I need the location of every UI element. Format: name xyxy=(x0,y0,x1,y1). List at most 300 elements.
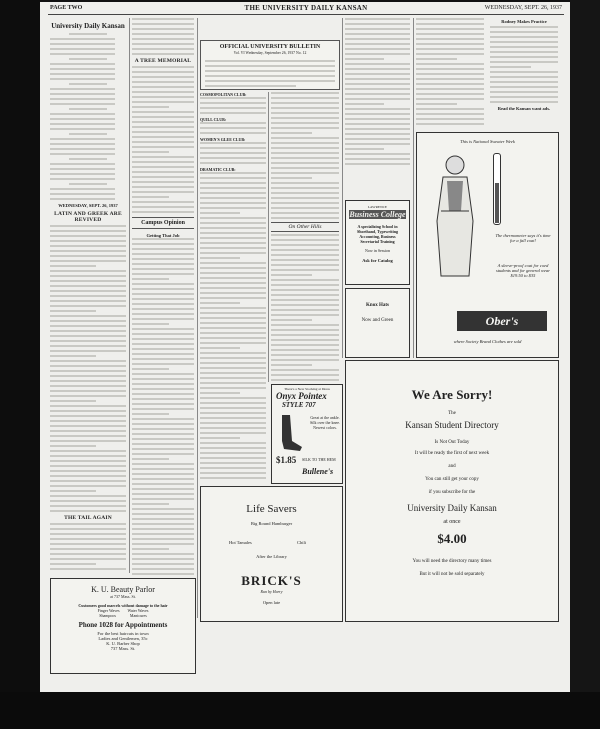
text-line xyxy=(132,126,194,128)
text-line xyxy=(132,438,194,440)
text-line xyxy=(132,66,194,68)
text-line xyxy=(200,302,240,304)
text-line xyxy=(490,66,531,68)
obers-tagline: where Society Brand Clothes are sold xyxy=(453,339,522,344)
knox-sub: Now and Green xyxy=(361,318,394,323)
staff-line xyxy=(50,143,115,145)
text-line xyxy=(50,300,126,302)
text-line xyxy=(50,480,126,482)
text-line xyxy=(200,362,266,364)
text-line xyxy=(50,415,126,417)
text-line xyxy=(490,41,558,43)
text-line xyxy=(50,280,126,282)
text-line xyxy=(200,352,266,354)
text-line xyxy=(271,162,339,164)
beauty-line: K. U. Barber Shop xyxy=(106,641,140,646)
text-line xyxy=(132,288,194,290)
text-line xyxy=(132,176,194,178)
onyx-price-sub: SILK TO THE HEM xyxy=(302,457,336,462)
bulletin-item: COSMOPOLITAN CLUB: xyxy=(200,92,247,97)
text-line xyxy=(271,304,339,306)
text-line xyxy=(271,207,339,209)
text-line xyxy=(200,157,266,159)
text-line xyxy=(345,88,410,90)
text-line xyxy=(200,412,266,414)
lifesavers-title: Life Savers xyxy=(246,503,297,515)
date-line: WEDNESDAY, SEPT. 26, 1937 xyxy=(58,203,118,208)
text-line xyxy=(132,33,194,35)
text-line xyxy=(200,207,266,209)
text-line xyxy=(50,295,126,297)
ad-top-line: LAWRENCE xyxy=(367,205,388,209)
text-line xyxy=(132,398,194,400)
text-line xyxy=(132,308,194,310)
text-line xyxy=(132,28,194,30)
text-line xyxy=(132,503,169,505)
text-line xyxy=(345,128,410,130)
text-line xyxy=(345,118,410,120)
ad-line: Now in Session xyxy=(364,248,391,253)
editorial-body-2 xyxy=(50,523,126,573)
text-line xyxy=(132,373,194,375)
text-line xyxy=(490,51,558,53)
staff-line xyxy=(50,113,115,115)
text-line xyxy=(416,78,484,80)
text-line xyxy=(490,61,558,63)
text-line xyxy=(132,106,169,108)
text-line xyxy=(345,108,410,110)
text-line xyxy=(200,462,266,464)
text-line xyxy=(200,457,266,459)
bulletin-item: DRAMATIC CLUB: xyxy=(200,167,236,172)
text-line xyxy=(50,360,126,362)
ad-line: A specializing School in xyxy=(357,224,398,229)
text-line xyxy=(416,28,484,30)
text-line xyxy=(345,28,410,30)
text-line xyxy=(200,467,266,469)
text-line xyxy=(200,342,266,344)
text-line xyxy=(271,349,339,351)
text-line xyxy=(50,235,126,237)
text-line xyxy=(50,538,126,540)
staff-line xyxy=(50,188,115,190)
text-line xyxy=(132,313,194,315)
page-number: PAGE TWO xyxy=(50,5,83,11)
text-line xyxy=(50,475,126,477)
left-column xyxy=(50,18,126,573)
thermometer-icon xyxy=(493,153,501,225)
staff-line xyxy=(50,128,115,130)
text-line xyxy=(416,53,484,55)
right-col-article-2 xyxy=(490,18,558,111)
staff-line xyxy=(69,33,107,35)
text-line xyxy=(345,148,384,150)
sorry-at-once: at once xyxy=(443,519,461,525)
text-line xyxy=(200,257,240,259)
staff-line xyxy=(50,138,115,140)
staff-line xyxy=(50,198,115,200)
text-line xyxy=(50,500,126,502)
hills-header xyxy=(271,222,339,232)
text-line xyxy=(345,33,410,35)
text-line xyxy=(132,101,194,103)
text-line xyxy=(50,335,126,337)
text-line xyxy=(132,38,194,40)
text-line xyxy=(271,284,339,286)
want-ads-line: Read the Kansan want ads. xyxy=(497,106,551,111)
text-line xyxy=(50,275,126,277)
text-line xyxy=(200,287,266,289)
text-line xyxy=(345,78,410,80)
text-line xyxy=(271,254,339,256)
right-col-article xyxy=(416,18,484,128)
text-line xyxy=(132,201,194,203)
text-line xyxy=(50,465,126,467)
beauty-line: Shampoos Manicures xyxy=(99,613,147,618)
text-line xyxy=(200,152,266,154)
text-line xyxy=(345,138,410,140)
text-line xyxy=(132,238,194,240)
text-line xyxy=(132,418,194,420)
text-line xyxy=(132,553,194,555)
text-line xyxy=(50,315,126,317)
text-line xyxy=(271,269,339,271)
text-line xyxy=(50,553,126,555)
editorial-title-2: THE TAIL AGAIN xyxy=(64,515,112,521)
text-line xyxy=(271,92,339,94)
text-line xyxy=(50,325,126,327)
staff-line xyxy=(69,83,107,85)
text-line xyxy=(200,172,266,174)
text-line xyxy=(345,18,410,20)
text-line xyxy=(200,282,266,284)
staff-line xyxy=(50,148,115,150)
text-line xyxy=(271,107,339,109)
text-line xyxy=(132,543,194,545)
text-line xyxy=(132,568,194,570)
text-line xyxy=(50,290,126,292)
text-line xyxy=(132,433,194,435)
text-line xyxy=(416,123,484,125)
text-line xyxy=(50,225,126,227)
page-edge-right xyxy=(570,0,600,729)
text-line xyxy=(271,187,339,189)
bulletin-item-body xyxy=(200,97,266,114)
text-line xyxy=(416,88,484,90)
text-line xyxy=(345,68,410,70)
text-line xyxy=(271,202,339,204)
text-line xyxy=(200,427,266,429)
text-line xyxy=(200,162,266,164)
article-body xyxy=(490,26,558,103)
text-line xyxy=(271,309,339,311)
text-line xyxy=(416,23,484,25)
practice-title: Rodney Makes Practice xyxy=(501,19,547,24)
text-line xyxy=(132,283,194,285)
text-line xyxy=(200,132,266,134)
text-line xyxy=(132,328,194,330)
text-line xyxy=(132,463,194,465)
text-line xyxy=(271,177,312,179)
text-line xyxy=(50,350,126,352)
sorry-line: Is Not Out Today xyxy=(434,440,470,445)
staff-listing xyxy=(50,33,126,200)
text-line xyxy=(200,442,266,444)
text-line xyxy=(132,76,194,78)
text-line xyxy=(271,359,339,361)
column-rule xyxy=(413,18,414,358)
text-line xyxy=(345,83,410,85)
beauty-address: at 737 Mass. St. xyxy=(110,594,136,599)
staff-line xyxy=(50,103,115,105)
text-line xyxy=(200,252,266,254)
text-line xyxy=(50,505,126,507)
text-line xyxy=(132,323,169,325)
text-line xyxy=(200,147,266,149)
obers-coats-text: A sleeve-proof coat for coed students and for general wear $19.50 to $35 xyxy=(496,263,550,278)
sorry-line: But it will not be sold separately xyxy=(419,572,485,577)
staff-line xyxy=(69,183,107,185)
text-line xyxy=(132,563,194,565)
text-line xyxy=(50,375,126,377)
ad-line: Ask for Catalog xyxy=(362,258,393,263)
text-line xyxy=(50,365,126,367)
text-line xyxy=(271,112,339,114)
beauty-phone: Phone 1028 for Appointments xyxy=(78,621,168,629)
text-line xyxy=(50,405,126,407)
text-line xyxy=(200,297,266,299)
text-line xyxy=(271,142,339,144)
text-line xyxy=(132,268,194,270)
text-line xyxy=(200,212,240,214)
text-line xyxy=(271,289,339,291)
staff-line xyxy=(50,168,115,170)
text-line xyxy=(132,171,194,173)
text-line xyxy=(132,483,194,485)
text-line xyxy=(200,317,266,319)
text-line xyxy=(416,108,484,110)
text-line xyxy=(271,294,339,296)
text-line xyxy=(271,249,339,251)
text-line xyxy=(271,334,339,336)
text-line xyxy=(132,413,169,415)
right-column xyxy=(416,18,559,130)
text-line xyxy=(132,71,194,73)
text-line xyxy=(200,182,266,184)
text-line xyxy=(50,245,126,247)
text-line xyxy=(132,303,194,305)
text-line xyxy=(132,353,194,355)
menu-item: Hot Tamales xyxy=(229,540,252,545)
staff-line xyxy=(69,108,107,110)
text-line xyxy=(132,318,194,320)
text-line xyxy=(416,43,484,45)
editorial-title: LATIN AND GREEK ARE REVIVED xyxy=(54,211,122,223)
text-line xyxy=(132,513,194,515)
text-line xyxy=(50,395,126,397)
bulletin-item-body xyxy=(200,122,266,134)
article-body xyxy=(416,18,484,125)
text-line xyxy=(271,364,312,366)
column-rule xyxy=(129,18,130,573)
text-line xyxy=(132,181,194,183)
text-line xyxy=(132,146,194,148)
text-line xyxy=(271,122,339,124)
text-line xyxy=(345,23,410,25)
text-line xyxy=(50,305,126,307)
text-line xyxy=(345,73,410,75)
text-line xyxy=(200,417,266,419)
sorry-the: The xyxy=(448,411,456,416)
bricks-logo: BRICK'S xyxy=(241,573,302,588)
text-line xyxy=(200,347,240,349)
text-line xyxy=(416,113,484,115)
staff-line xyxy=(69,158,107,160)
text-line xyxy=(200,307,266,309)
text-line xyxy=(200,107,266,109)
text-line xyxy=(200,227,266,229)
text-line xyxy=(132,348,194,350)
text-line xyxy=(200,312,266,314)
knox-hats-ad xyxy=(345,288,410,358)
text-line xyxy=(132,53,194,55)
text-line xyxy=(200,262,266,264)
text-line xyxy=(271,167,339,169)
text-line xyxy=(132,243,194,245)
text-line xyxy=(271,212,339,214)
staff-line xyxy=(50,118,115,120)
staff-line xyxy=(50,163,115,165)
text-line xyxy=(345,163,410,165)
text-line xyxy=(416,103,457,105)
column-five xyxy=(345,18,410,198)
bulletin-body xyxy=(205,60,335,90)
obers-headline: This is National Sweater Week xyxy=(460,139,515,144)
text-line xyxy=(200,407,266,409)
staff-line xyxy=(50,48,115,50)
hills-title: On Other Hills xyxy=(288,224,322,230)
bulletin-title: OFFICIAL UNIVERSITY BULLETIN xyxy=(219,44,321,50)
text-line xyxy=(271,234,339,236)
text-line xyxy=(200,377,266,379)
text-line xyxy=(132,161,194,163)
text-line xyxy=(490,101,558,103)
text-line xyxy=(132,136,194,138)
sorry-price: $4.00 xyxy=(437,531,467,546)
text-line xyxy=(50,568,126,570)
text-line xyxy=(132,156,194,158)
text-line xyxy=(200,382,266,384)
text-line xyxy=(50,330,126,332)
obers-ad xyxy=(416,132,559,358)
text-line xyxy=(132,408,194,410)
text-line xyxy=(345,93,410,95)
text-line xyxy=(200,247,266,249)
sorry-line: if you subscribe for the xyxy=(428,490,476,495)
paper-title: THE UNIVERSITY DAILY KANSAN xyxy=(244,4,368,12)
text-line xyxy=(50,355,96,357)
page-masthead xyxy=(48,4,564,15)
text-line xyxy=(50,548,126,550)
text-line xyxy=(50,380,126,382)
text-line xyxy=(200,127,266,129)
text-line xyxy=(490,91,558,93)
sorry-line: It will be ready the first of next week xyxy=(414,451,490,456)
column-rule xyxy=(342,18,343,358)
text-line xyxy=(200,392,240,394)
text-line xyxy=(132,358,194,360)
text-line xyxy=(490,86,558,88)
text-line xyxy=(200,367,266,369)
onyx-style: STYLE 707 xyxy=(282,401,316,409)
text-line xyxy=(271,197,339,199)
text-line xyxy=(345,48,410,50)
text-line xyxy=(271,127,339,129)
text-line xyxy=(271,369,339,371)
text-line xyxy=(490,46,558,48)
text-line xyxy=(50,495,126,497)
text-line xyxy=(200,237,266,239)
text-line xyxy=(132,423,194,425)
text-line xyxy=(132,458,169,460)
obers-thermometer-text: The thermometer says it's time for a fall coat! xyxy=(495,233,551,243)
text-line xyxy=(200,292,266,294)
text-line xyxy=(271,102,339,104)
text-line xyxy=(271,192,339,194)
obers-logo: Ober's xyxy=(457,311,547,331)
text-line xyxy=(200,197,266,199)
text-line xyxy=(50,440,126,442)
text-line xyxy=(132,298,194,300)
bulletin-subtitle: Vol. VI Wednesday, September 26, 1937 No. 12 xyxy=(233,51,307,55)
column-four xyxy=(271,92,339,382)
text-line xyxy=(416,33,484,35)
article-body xyxy=(132,18,194,55)
text-line xyxy=(416,83,484,85)
staff-line xyxy=(69,133,107,135)
staff-line xyxy=(50,43,115,45)
text-line xyxy=(132,508,194,510)
text-line xyxy=(132,206,194,208)
text-line xyxy=(416,38,484,40)
text-line xyxy=(200,387,266,389)
text-line xyxy=(132,248,194,250)
text-line xyxy=(271,314,339,316)
text-line xyxy=(132,23,194,25)
text-line xyxy=(132,278,169,280)
life-savers-ad xyxy=(200,486,343,622)
text-line xyxy=(132,91,194,93)
text-line xyxy=(50,390,126,392)
text-line xyxy=(271,172,339,174)
text-line xyxy=(200,177,266,179)
sorry-paper-name: University Daily Kansan xyxy=(407,503,497,513)
text-line xyxy=(271,264,339,266)
text-line xyxy=(50,265,96,267)
text-line xyxy=(271,344,339,346)
text-line xyxy=(132,253,194,255)
staff-line xyxy=(50,98,115,100)
text-line xyxy=(416,73,484,75)
text-line xyxy=(132,368,169,370)
column-two xyxy=(132,18,194,618)
text-line xyxy=(490,71,558,73)
text-line xyxy=(490,96,558,98)
text-line xyxy=(132,211,194,213)
ad-college-name: Business College xyxy=(349,210,406,219)
onyx-top: There's a New Stocking at Dress xyxy=(284,387,330,391)
staff-line xyxy=(50,173,115,175)
